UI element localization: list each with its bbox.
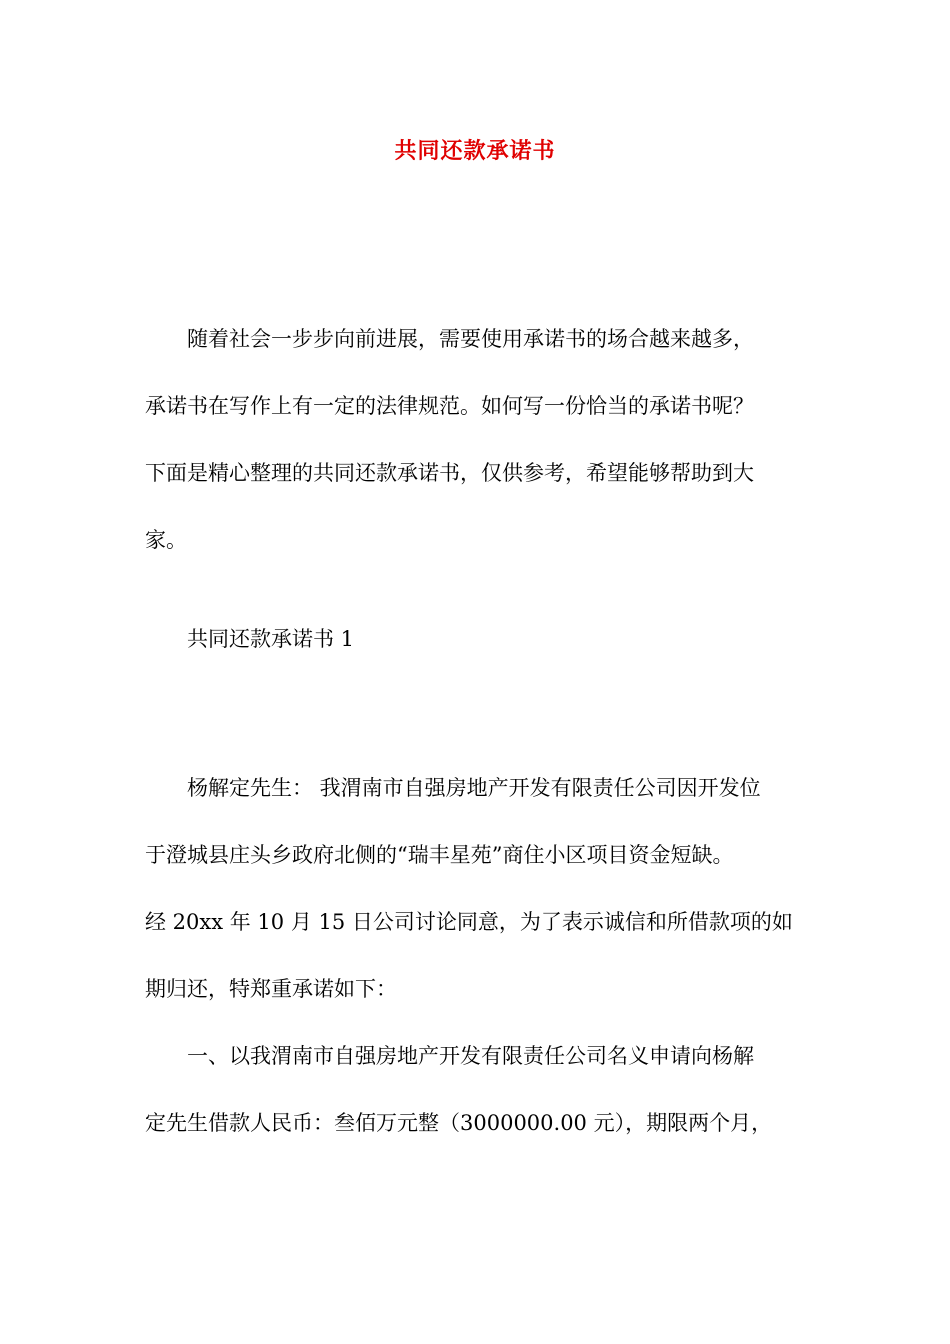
- clause-line: 一、以我渭南市自强房地产开发有限责任公司名义申请向杨解: [187, 1044, 754, 1068]
- intro-line: 随着社会一步步向前进展，需要使用承诺书的场合越来越多，: [187, 327, 754, 351]
- letter-line: 经 20xx 年 10 月 15 日公司讨论同意，为了表示诚信和所借款项的如: [145, 910, 793, 934]
- intro-line: 下面是精心整理的共同还款承诺书，仅供参考，希望能够帮助到大: [145, 461, 754, 485]
- intro-line: 承诺书在写作上有一定的法律规范。如何写一份恰当的承诺书呢？: [145, 394, 754, 418]
- intro-paragraph: [145, 306, 809, 574]
- intro-line: 家。: [145, 528, 187, 552]
- document-title: 共同还款承诺书: [394, 138, 556, 164]
- letter-line: 杨解定先生： 我渭南市自强房地产开发有限责任公司因开发位: [187, 776, 761, 800]
- section-heading-block: [145, 606, 809, 673]
- letter-line: 于澄城县庄头乡政府北侧的“瑞丰星苑”商住小区项目资金短缺。: [145, 843, 734, 867]
- clause-paragraph: [145, 1023, 809, 1157]
- letter-line: 期归还，特郑重承诺如下：: [145, 977, 397, 1001]
- letter-paragraph: [145, 755, 809, 1023]
- section-heading: 共同还款承诺书 1: [187, 627, 355, 651]
- clause-line: 定先生借款人民币：叁佰万元整（3000000.00 元），期限两个月，: [145, 1111, 773, 1135]
